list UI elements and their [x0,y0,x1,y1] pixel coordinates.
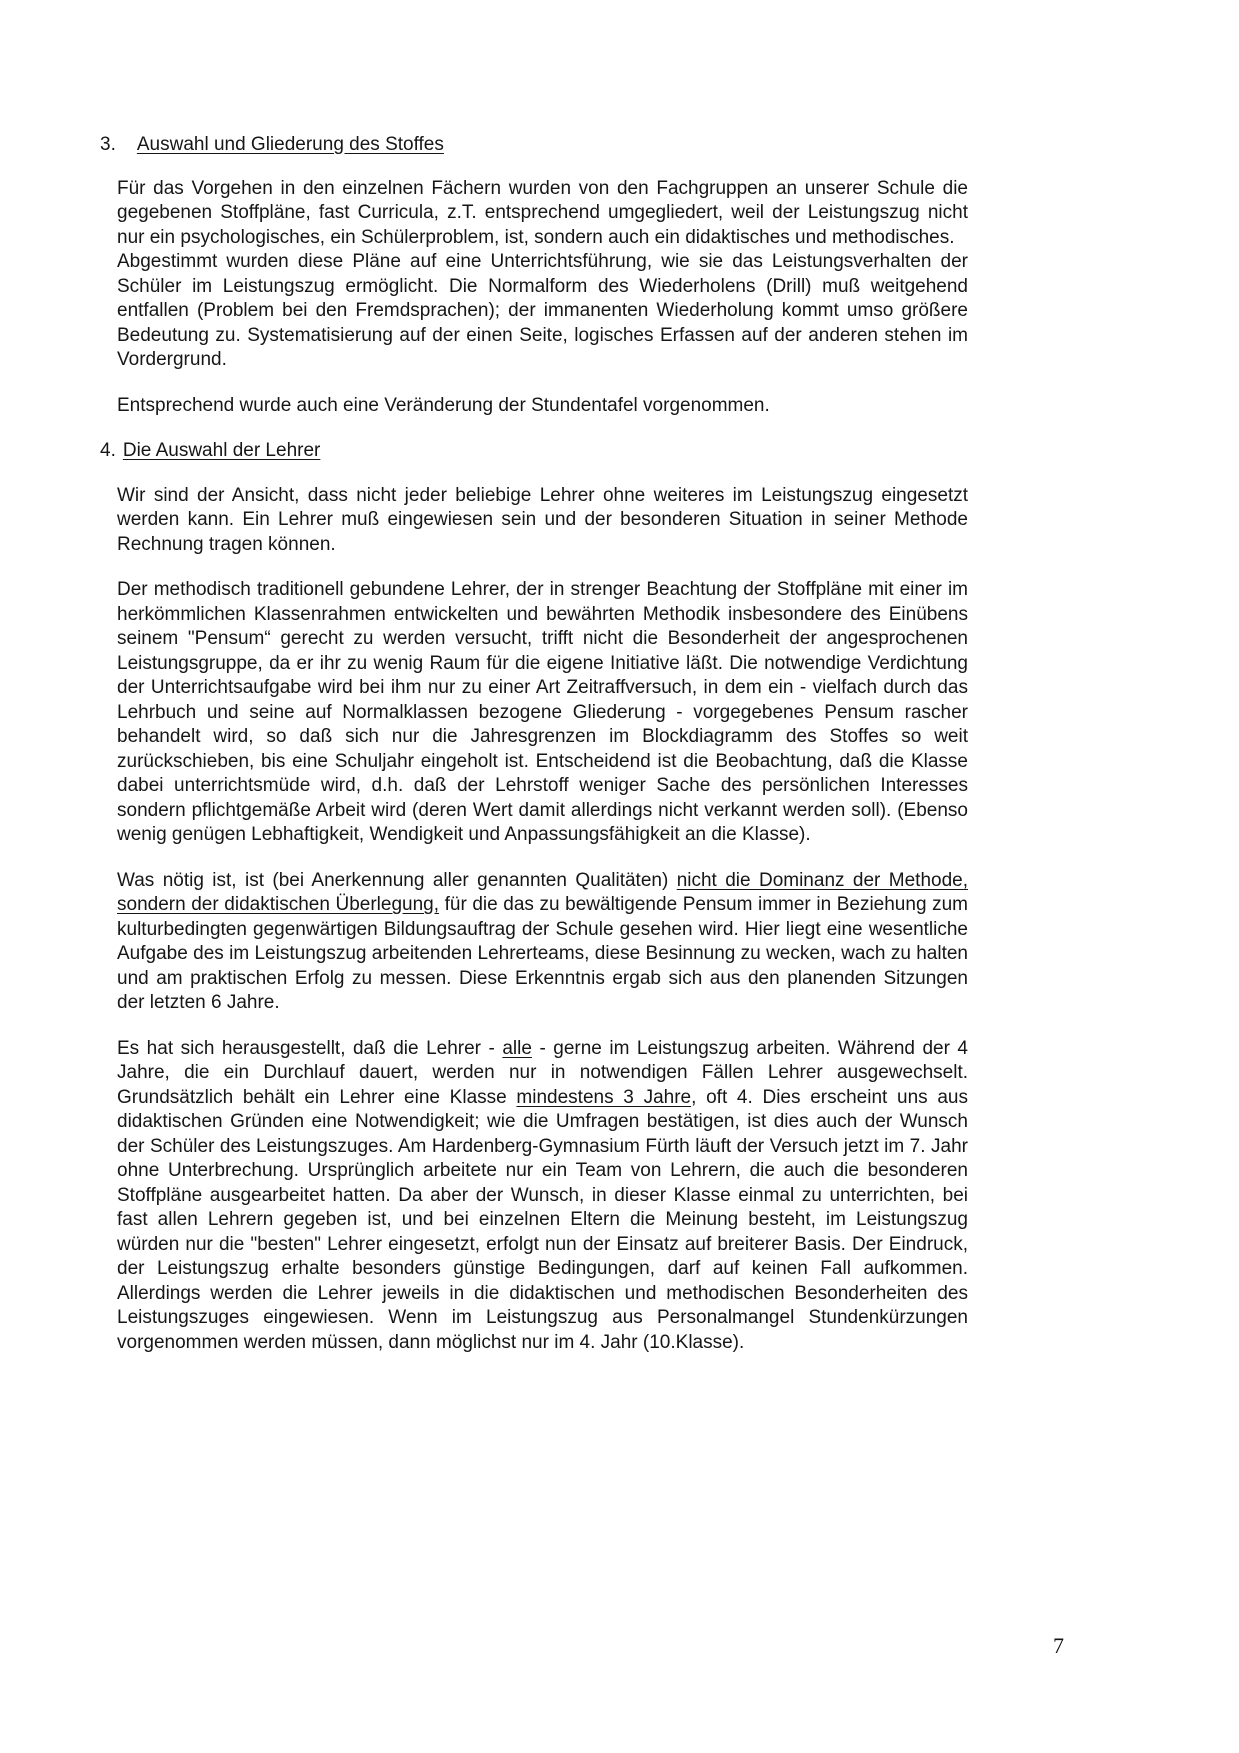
text-run: für die das zu bewältigende Pensum immer in Beziehung zum kulturbedingten gegenwärtigen Bildungsauftrag der Schule gesehen wird. Hier liegt eine wesentliche Aufgabe des im Leistungszug arbeitenden Lehrerteams, diese Besinnung zu wecken, wach zu halten und am praktischen Erfolg zu messen. Diese Erkenntnis ergab sich aus den planenden Sitzungen der letzten 6 Jahre. [117,894,968,1013]
text-run: Es hat sich herausgestellt, daß die Lehrer - [117,1037,503,1059]
section-number: 4. [100,440,116,461]
underlined-text: alle [502,1037,532,1059]
text-run: Wir sind der Ansicht, dass nicht jeder beliebige Lehrer ohne weiteres im Leistungszug eingesetzt werden kann. Ein Lehrer muß eingewiesen sein und der besonderen Situation in seiner Methode Rechnung tragen können. [117,484,968,555]
text-run: Was nötig ist, ist (bei Anerkennung aller genannten Qualitäten) [117,869,677,891]
section-3-heading [100,133,968,158]
section-body [117,484,968,1356]
text-run: - gerne im Leistungszug arbeiten. Während der 4 Jahre, die ein Durchlauf dauert, werden nur in notwendigen Fällen Lehrer ausgewechselt. Grundsätzlich behält ein Lehrer eine Klasse [117,1037,968,1108]
section-auswahl-der-lehrer [100,439,968,1355]
text-run: Entsprechend wurde auch eine Veränderung der Stundentafel vorgenommen. [117,394,770,416]
underlined-text: nicht die Dominanz der Methode, sondern der didaktischen Überlegung, [117,869,968,915]
text-run: , oft 4. Dies erscheint uns aus didaktischen Gründen eine Notwendigkeit; wie die Umfragen bestätigen, ist dies auch der Wunsch der Schüler des Leistungszuges. Am Hardenberg-Gymnasium Fürth läuft der Versuch jetzt im 7. Jahr ohne Unterbrechung. Ursprünglich arbeitete nur ein Team von Lehrern, die auch die besonderen Stoffpläne ausgearbeitet hatten. Da aber der Wunsch, in dieser Klasse einmal zu unterrichten, bei fast allen Lehrern gegeben ist, und bei einzelnen Eltern die Meinung besteht, im Leistungszug würden nur die "besten" Lehrer eingesetzt, erfolgt nun der Einsatz auf breiterer Basis. Der Eindruck, der Leistungszug erhalte besonders günstige Bedingungen, darf auf keinen Fall aufkommen. Allerdings werden die Lehrer jeweils in die didaktischen und methodischen Besonderheiten des Leistungszuges eingewiesen. Wenn im Leistungszug aus Personalmangel Stundenkürzungen vorgenommen werden müssen, dann möglichst nur im 4. Jahr (10.Klasse). [117,1086,968,1353]
section-title: Auswahl und Gliederung des Stoffes [136,134,444,155]
underlined-text: mindestens 3 Jahre [516,1086,692,1108]
paragraph [117,394,968,419]
paragraph [117,484,968,558]
paragraph [117,1037,968,1356]
text-run: Für das Vorgehen in den einzelnen Fächern wurden von den Fachgruppen an unserer Schule die gegebenen Stoffpläne, fast Curricula, z.T. entsprechend umgegliedert, weil der Leistungszug nicht nur ein psychologisches, ein Schülerproblem, ist, sondern auch ein didaktisches und methodisches. [117,177,968,248]
text-run: Der methodisch traditionell gebundene Lehrer, der in strenger Beachtung der Stoffpläne mit einer im herkömmlichen Klassenrahmen entwickelten und bewährten Methodik insbesondere des Einübens seinem "Pensum“ gerecht zu werden versucht, trifft nicht die Besonderheit der angesprochenen Leistungsgruppe, da er ihr zu wenig Raum für die eigene Initiative läßt. Die notwendige Verdichtung der Unterrichtsaufgabe wird bei ihm nur zu einer Art Zeitraffversuch, in dem ein - vielfach durch das Lehrbuch und seine auf Normalklassen bezogene Gliederung - vorgegebenes Pensum rascher behandelt wird, so daß sich nur die Jahresgrenzen im Blockdiagramm des Stoffes so weit zurückschieben, bis eine Schuljahr eingeholt ist. Entscheidend ist die Beobachtung, daß die Klasse dabei unterrichtsmüde wird, d.h. daß der Lehrstoff weniger Sache des persönlichen Interesses sondern pflichtgemäße Arbeit wird (deren Wert damit allerdings nicht verkannt werden soll). (Ebenso wenig genügen Lebhaftigkeit, Wendigkeit und Anpassungsfähigkeit an die Klasse). [117,579,968,845]
section-number: 3. [100,134,116,155]
text-run: Abgestimmt wurden diese Pläne auf eine Unterrichtsführung, wie sie das Leistungsverhalten der Schüler im Leistungszug ermöglicht. Die Normalform des Wiederholens (Drill) muß weitgehend entfallen (Problem bei den Fremdsprachen); der immanenten Wiederholung kommt umso größere Bedeutung zu. Systematisierung auf der einen Seite, logisches Erfassen auf der anderen stehen im Vordergrund. [117,251,968,370]
section-auswahl-gliederung-stoffes [100,133,968,418]
paragraph [117,578,968,848]
paragraph [117,250,968,373]
section-4-heading [100,439,968,464]
section-title: Die Auswahl der Lehrer [122,440,321,461]
paragraph [117,177,968,251]
paragraph [117,869,968,1016]
page-number: 7 [1053,1633,1064,1658]
section-body [117,177,968,419]
